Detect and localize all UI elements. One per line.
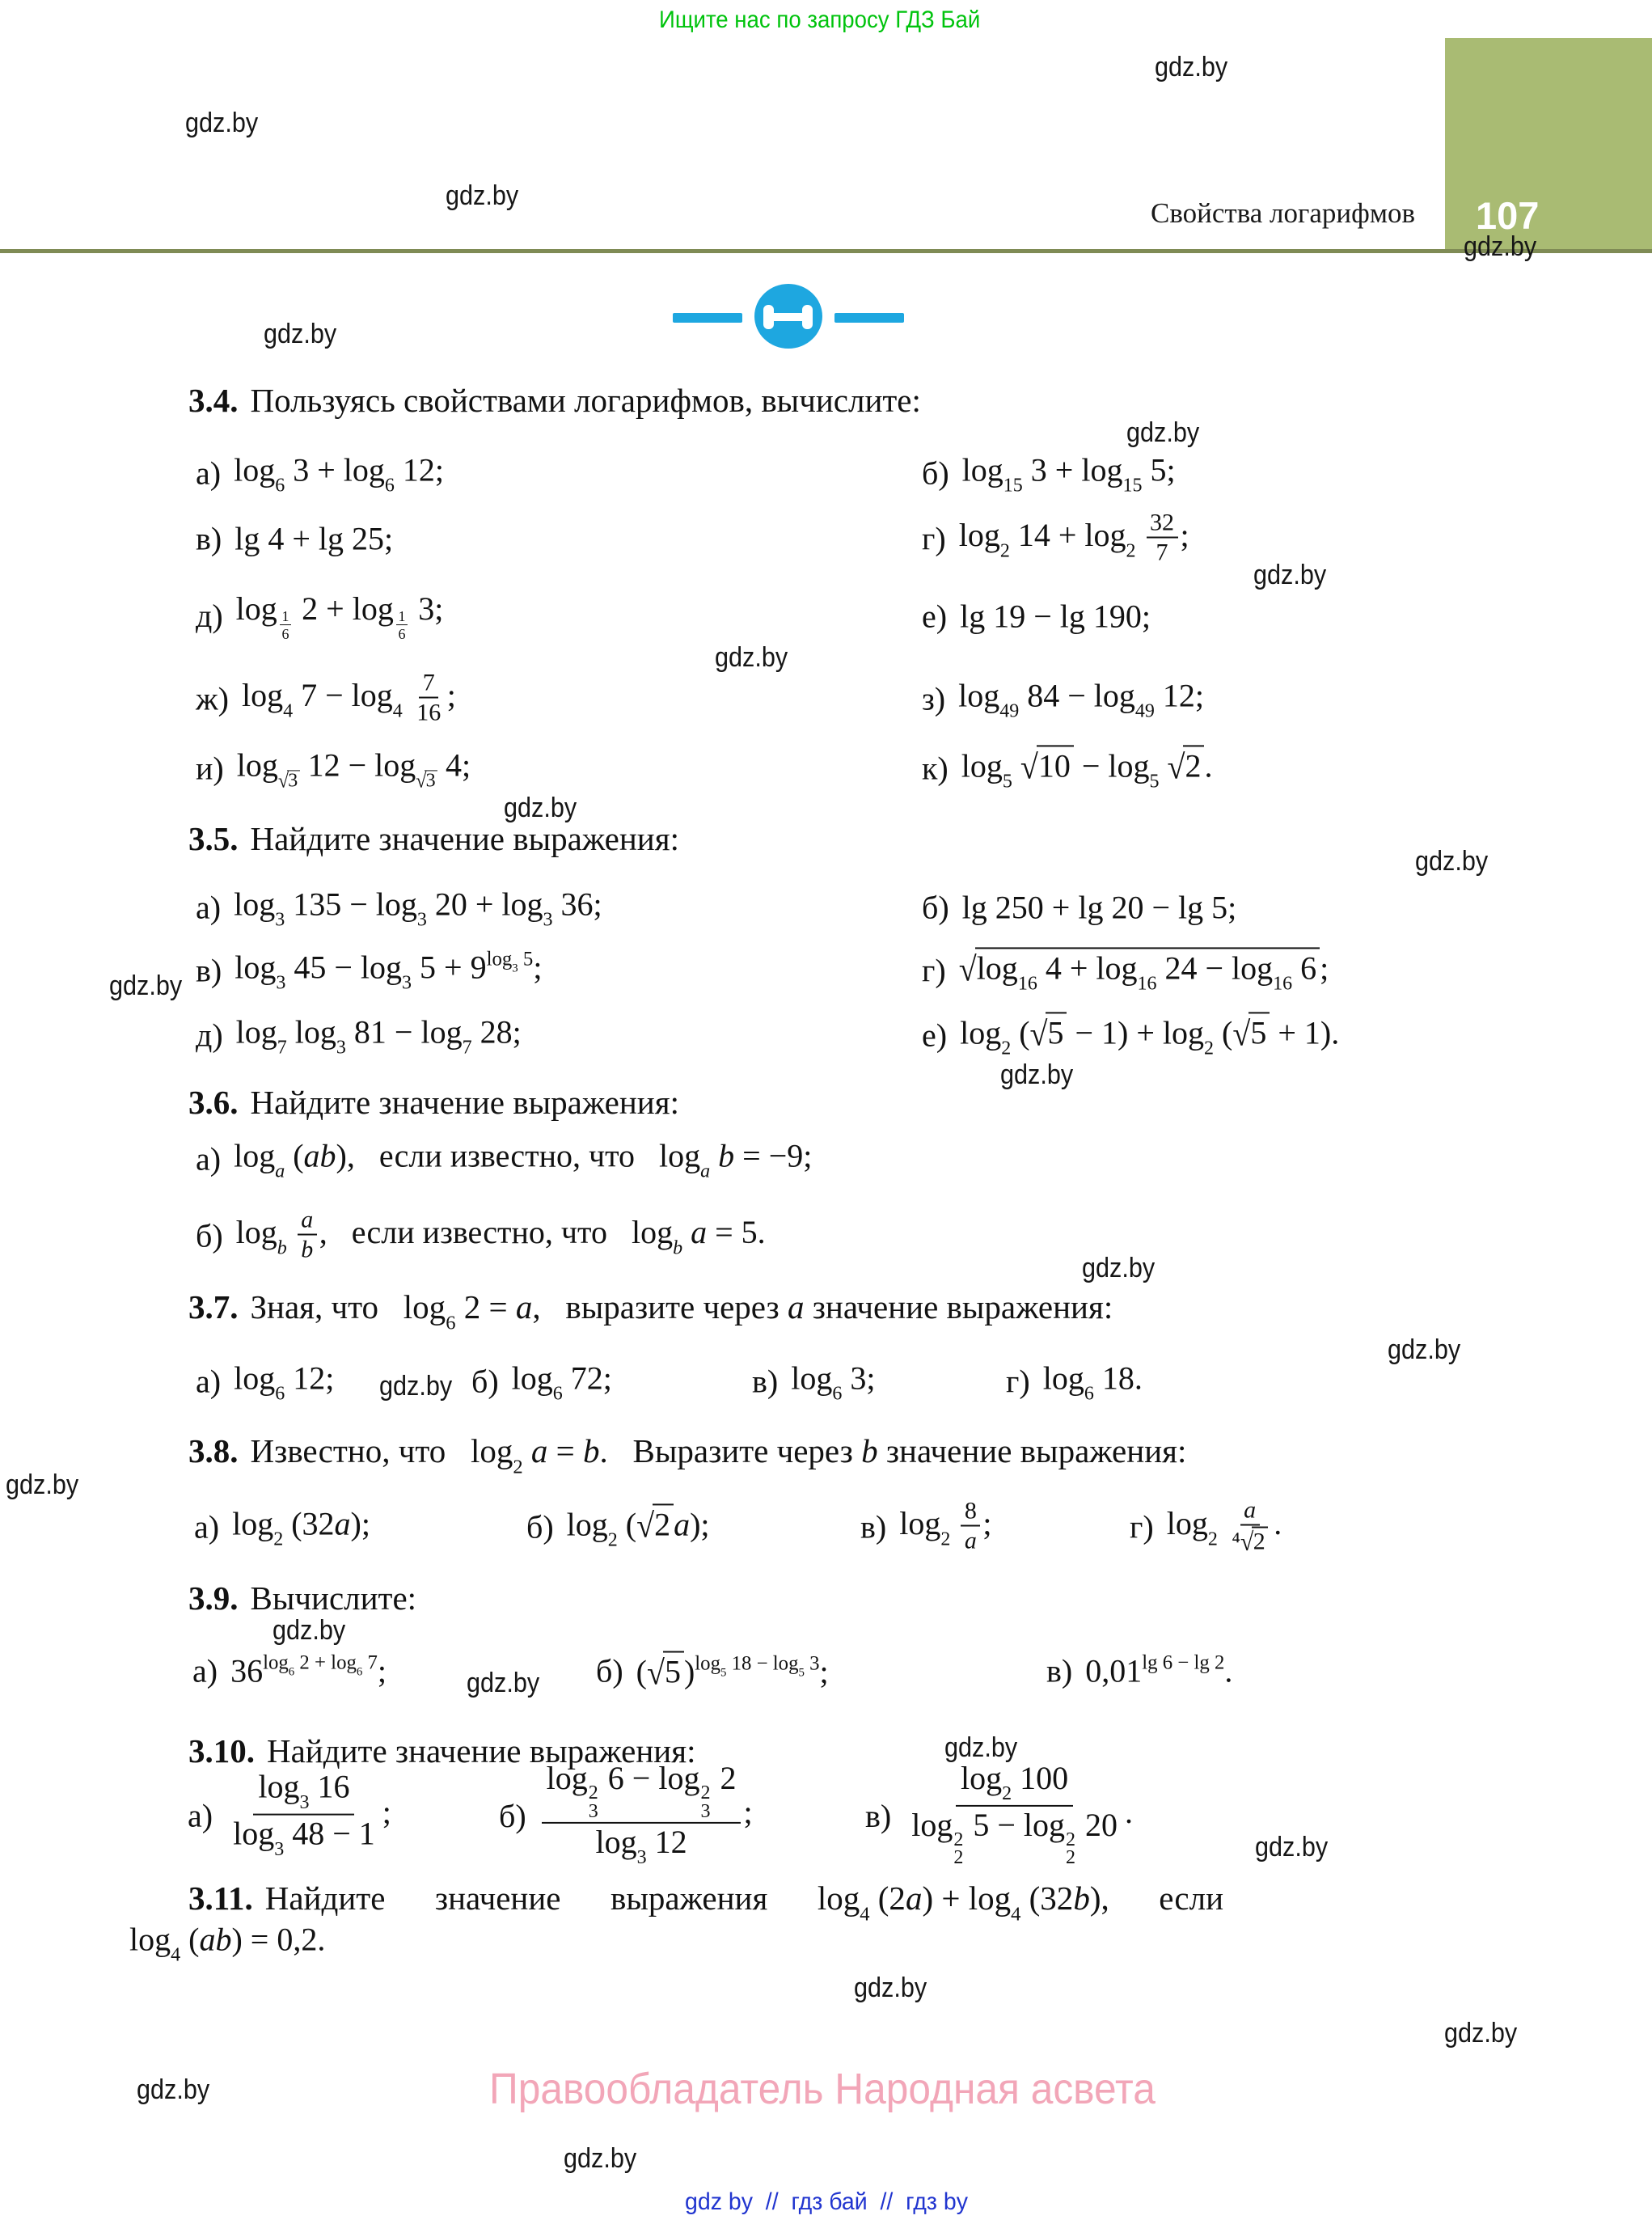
item-label: з) (922, 680, 946, 717)
exercise-row (0, 1123, 1652, 1195)
math-expression: $\log_5 √10 - \log_5 √2$ . (961, 745, 1213, 791)
math-item (596, 1651, 829, 1691)
item-label: б) (596, 1652, 623, 1689)
exercise-row (0, 934, 1652, 1007)
prompt-line (188, 364, 1652, 437)
exercise-row (0, 1199, 1652, 1272)
math-item (752, 1359, 875, 1403)
math-item (196, 1359, 334, 1403)
item-label: в) (860, 1508, 887, 1545)
exercise-prompt (0, 1271, 1652, 1343)
gdz-watermark: gdz.by (1415, 846, 1489, 877)
gdz-watermark: gdz.by (6, 1469, 79, 1500)
math-expression: $\log_2$ $\frac{8}{a}$ ; (899, 1497, 992, 1554)
item-label: и) (196, 750, 224, 787)
math-item (922, 1012, 1339, 1058)
item-label: г) (922, 520, 946, 557)
gdz-watermark: gdz.by (1000, 1059, 1074, 1090)
exercise-prompt (0, 1414, 1652, 1487)
exercise-number: 3.4. (188, 382, 239, 419)
math-item (194, 1504, 370, 1549)
gdz-watermark: gdz.by (1444, 2018, 1518, 2049)
item-label: д) (196, 1017, 223, 1054)
math-expression: log $_{\frac{1}{6}}$ 2 + log $_{\frac{1}{6}}$ 3; (235, 590, 444, 642)
math-expression: $0,01^{lg 6 - lg 2}$. (1085, 1651, 1233, 1689)
exercise-row (0, 999, 1652, 1072)
math-expression: $\log_2$ $\frac{a}{\text{⁴√2}}$ . (1166, 1496, 1282, 1557)
math-item (1130, 1498, 1282, 1557)
exercise-row (0, 502, 1652, 575)
math-item (922, 510, 1189, 568)
math-expression: $\log_6 3$; (791, 1359, 876, 1405)
prompt-line (188, 1414, 1652, 1487)
exercise-row (0, 1759, 1652, 1869)
prompt-text: Пользуясь свойствами логарифмов, вычислите: (250, 382, 921, 419)
page-number-box (1445, 38, 1652, 252)
math-item (1006, 1359, 1143, 1403)
item-label: б) (922, 889, 949, 926)
exercise-number: 3.11. (188, 1879, 253, 1917)
math-expression: $\frac{\log_3 16}{\log_3 48 - 1}$ ; (233, 1768, 391, 1860)
math-item (922, 598, 1151, 636)
footer-links[interactable]: gdz by // гдз бай // гдз by (685, 2188, 969, 2215)
exercise-number: 3.9. (188, 1579, 239, 1617)
prompt-line (188, 1271, 1652, 1343)
math-item (196, 885, 602, 929)
item-label: г) (922, 952, 946, 989)
math-expression: $\log_4 7 - \log_4$ $\frac{7}{16}$ ; (241, 669, 456, 726)
exercise-prompt (0, 1562, 1652, 1634)
exercise-row (0, 437, 1652, 509)
math-expression: $\log_b$ $\frac{a}{b}$ , если известно, что $\log_b a = 5$. (235, 1206, 766, 1263)
math-expression: $\log_4 (ab) = 0,2$. (129, 1921, 326, 1966)
prompt-text: Известно, что $\log_2 a = b$. Выразите через b значение выражения: (250, 1432, 1187, 1478)
math-expression: $\log_2 (√2$ a); (567, 1503, 710, 1550)
math-item (922, 889, 1236, 927)
dumbbell-left-bar (673, 313, 742, 323)
prompt-text: Вычислите: (250, 1579, 417, 1617)
item-label: г) (1130, 1508, 1154, 1545)
math-expression: $\log_6 3 + \log_6 12$; (234, 451, 444, 497)
item-label: а) (196, 455, 222, 492)
math-expression: $\log_6 12$; (234, 1359, 335, 1405)
prompt-line (188, 1562, 1652, 1634)
math-item (196, 450, 444, 495)
item-label: в) (1046, 1652, 1073, 1689)
math-expression: $\log_6 18$. (1042, 1359, 1143, 1405)
gdz-watermark: gdz.by (379, 1371, 453, 1402)
math-expression: $\log_{√3} 12 - \log_{√3} 4$; (236, 746, 471, 793)
math-item (129, 1920, 325, 1964)
math-item (196, 746, 471, 793)
math-item (865, 1759, 1134, 1869)
exercise-row (0, 1906, 1652, 1979)
gdz-watermark: gdz.by (504, 793, 577, 823)
item-label: в) (196, 952, 222, 989)
math-expression: $\log_2 (√5 - 1) + \log_2 (√5 + 1)$. (960, 1012, 1339, 1058)
math-expression: lg 19 − lg 190; (960, 598, 1151, 635)
math-expression: $\log_3 45 - \log_3 5 + 9^{log_3 5}$; (234, 948, 543, 994)
math-item (196, 520, 393, 558)
math-item (922, 676, 1204, 721)
math-item (526, 1503, 710, 1550)
exercise-number: 3.10. (188, 1732, 255, 1769)
item-label: в) (752, 1363, 779, 1400)
exercise-number: 3.8. (188, 1432, 239, 1469)
item-label: г) (1006, 1363, 1030, 1400)
gdz-watermark: gdz.by (137, 2074, 210, 2105)
header-rule (0, 249, 1652, 253)
math-expression: $\log_3 135 - \log_3 20 + \log_3 36$; (234, 886, 602, 931)
exercise-row (0, 871, 1652, 944)
math-expression: $\log_6 72$; (511, 1359, 612, 1405)
exercise-prompt (0, 802, 1652, 875)
math-expression: $\log_2 (32a)$; (232, 1505, 370, 1550)
math-expression: $\log_7 \log_3 81 - \log_7 28$; (235, 1013, 522, 1059)
item-label: е) (922, 598, 948, 635)
math-item (1046, 1652, 1232, 1690)
gdz-watermark: gdz.by (185, 108, 259, 138)
promo-banner-text: Ищите нас по запросу ГДЗ Бай (659, 6, 981, 33)
section-title: Свойства логарифмов (1151, 197, 1415, 229)
math-item (192, 1652, 387, 1690)
math-expression: $\log_{49} 84 - \log_{49} 12$; (958, 677, 1205, 722)
math-expression: $\log_2 14 + \log_2$ $\frac{32}{7}$ ; (958, 509, 1189, 566)
math-expression: lg 4 + lg 25; (234, 520, 394, 557)
gdz-watermark: gdz.by (1253, 560, 1327, 590)
item-label: д) (196, 598, 223, 635)
gdz-watermark: gdz.by (1255, 1832, 1329, 1862)
gdz-watermark: gdz.by (854, 1972, 927, 2003)
item-label: б) (196, 1217, 223, 1254)
math-expression: lg 250 + lg 20 − lg 5; (961, 889, 1237, 926)
math-expression: $√\log_{16}$ $4 + \log_{16} 24 - \log_{16} 6$ ; (959, 947, 1329, 993)
gdz-watermark: gdz.by (264, 319, 337, 349)
math-expression: log 2 3 6 − log 2 3 2 $\log_3 12$ ; (539, 1762, 753, 1869)
prompt-text: Найдите значение выражения: (250, 820, 679, 857)
dumbbell-handle (773, 313, 803, 321)
gdz-watermark: gdz.by (1464, 231, 1537, 262)
item-label: в) (865, 1797, 892, 1834)
item-label: ж) (196, 680, 229, 717)
math-expression: $\log_2 100$ log 2 2 5 − log 2 2 20 . (911, 1759, 1134, 1869)
math-item (499, 1759, 753, 1869)
item-label: в) (196, 520, 222, 557)
math-item (922, 947, 1329, 993)
gdz-watermark: gdz.by (715, 642, 788, 673)
item-label: б) (471, 1363, 499, 1400)
prompt-text: Найдите значение выражения: (267, 1732, 696, 1769)
item-label: б) (499, 1797, 526, 1834)
exercise-number: 3.5. (188, 820, 239, 857)
gdz-watermark: gdz.by (1082, 1253, 1156, 1283)
exercise-row (0, 580, 1652, 653)
gdz-watermark: gdz.by (446, 180, 519, 211)
math-item (860, 1499, 991, 1556)
dumbbell-right-bar (834, 313, 904, 323)
item-label: б) (526, 1508, 554, 1545)
gdz-watermark: gdz.by (467, 1668, 540, 1698)
prompt-text: Найдите значение выражения $\log_4 (2a) + \log_4 (32b)$, если (264, 1879, 1224, 1926)
gdz-watermark: gdz.by (944, 1732, 1018, 1763)
math-item (188, 1768, 391, 1861)
exercise-row (0, 1634, 1652, 1707)
exercise-row (0, 732, 1652, 805)
gdz-watermark: gdz.by (564, 2143, 637, 2174)
gdz-watermark: gdz.by (1388, 1334, 1461, 1365)
item-label: а) (196, 1140, 222, 1178)
item-label: к) (922, 750, 949, 787)
math-expression: $\log_a (ab)$, если известно, что $\log_a b = -9$; (234, 1137, 813, 1182)
math-item (196, 1207, 766, 1265)
dumbbell-icon (673, 283, 903, 352)
math-expression: $\log_{15} 3 + \log_{15} 5$; (961, 451, 1176, 497)
item-label: а) (196, 1363, 222, 1400)
exercise-row (0, 1490, 1652, 1563)
exercise-number: 3.6. (188, 1084, 239, 1121)
math-item (196, 590, 443, 643)
gdz-watermark: gdz.by (1126, 417, 1200, 448)
math-expression: $36^{log_6 2 + log_6 7}$; (230, 1651, 387, 1689)
item-label: б) (922, 455, 949, 492)
math-expression: (√5 )$^{log_5 18 - log_5 3}$; (636, 1652, 829, 1693)
math-item (196, 1136, 812, 1181)
item-label: а) (194, 1508, 220, 1545)
math-item (922, 745, 1212, 791)
item-label: а) (192, 1652, 218, 1689)
math-item (196, 670, 456, 728)
exercise-prompt (0, 364, 1652, 437)
math-item (922, 450, 1176, 495)
item-label: е) (922, 1017, 948, 1054)
prompt-text: Найдите значение выражения: (250, 1084, 679, 1121)
copyright-text: Правообладатель Народная асвета (489, 2065, 1156, 2113)
math-item (471, 1359, 612, 1403)
item-label: а) (196, 889, 222, 926)
gdz-watermark: gdz.by (273, 1615, 346, 1646)
gdz-watermark: gdz.by (1155, 52, 1228, 82)
dumbbell-weight-right (802, 305, 813, 329)
exercise-number: 3.7. (188, 1288, 239, 1326)
exercise-row (0, 662, 1652, 735)
item-label: а) (188, 1797, 213, 1834)
page-number: 107 (1476, 194, 1540, 237)
prompt-text: Зная, что $\log_6 2 = a$, выразите через a значение выражения: (250, 1288, 1113, 1334)
math-item (196, 948, 542, 992)
gdz-watermark: gdz.by (109, 970, 183, 1001)
math-item (196, 1013, 522, 1057)
